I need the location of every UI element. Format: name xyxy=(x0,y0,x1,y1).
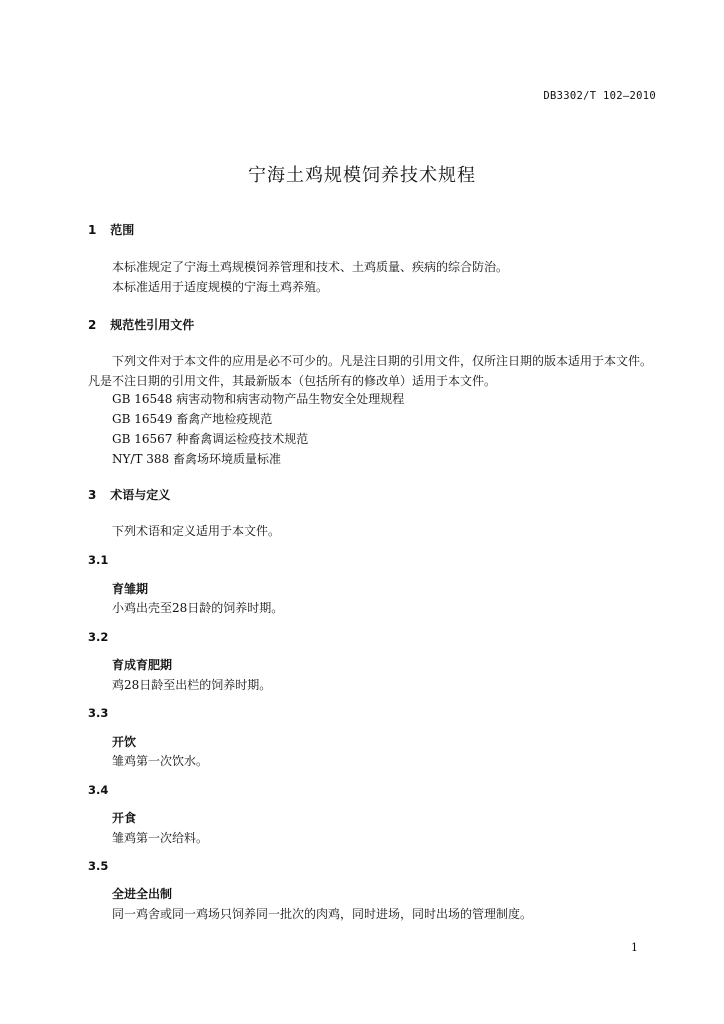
section-title: 范围 xyxy=(110,223,135,237)
term-number: 3.1 xyxy=(88,553,109,567)
term-name: 育成育肥期 xyxy=(112,658,173,672)
section-title: 术语与定义 xyxy=(110,488,171,502)
section-number: 2 xyxy=(88,318,97,332)
term-definition: 同一鸡舍或同一鸡场只饲养同一批次的肉鸡，同时进场，同时出场的管理制度。 xyxy=(112,907,533,921)
term-number: 3.4 xyxy=(88,783,109,797)
section-title: 规范性引用文件 xyxy=(110,318,195,332)
normative-intro: 下列文件对于本文件的应用是必不可少的。凡是注日期的引用文件，仅所注日期的版本适用于本文件。凡是不注日期的引用文件，其最新版本（包括所有的修改单）适用于本文件。 xyxy=(88,354,653,388)
section-heading-scope xyxy=(88,221,134,238)
scope-line-1: 本标准规定了宁海土鸡规模饲养管理和技术、土鸡质量、疾病的综合防治。 xyxy=(112,260,509,274)
page-number: 1 xyxy=(631,941,638,954)
section-heading-terms xyxy=(88,486,170,503)
reference-item: GB 16549 畜禽产地检疫规范 xyxy=(112,412,273,426)
term-name: 全进全出制 xyxy=(112,887,173,901)
scope-line-2: 本标准适用于适度规模的宁海土鸡养殖。 xyxy=(112,280,329,294)
term-name: 开食 xyxy=(112,811,137,825)
term-definition: 雏鸡第一次给料。 xyxy=(112,831,209,845)
term-number: 3.2 xyxy=(88,630,109,644)
standard-code: DB3302/T 102—2010 xyxy=(543,90,656,102)
section-heading-normative xyxy=(88,316,194,333)
term-number: 3.3 xyxy=(88,706,109,720)
term-definition: 小鸡出壳至28日龄的饲养时期。 xyxy=(112,601,284,615)
reference-item: GB 16567 种畜禽调运检疫技术规范 xyxy=(112,432,309,446)
term-definition: 鸡28日龄至出栏的饲养时期。 xyxy=(112,678,272,692)
section-number: 1 xyxy=(88,223,97,237)
term-name: 育雏期 xyxy=(112,582,149,596)
term-number: 3.5 xyxy=(88,859,109,873)
term-name: 开饮 xyxy=(112,735,137,749)
terms-intro: 下列术语和定义适用于本文件。 xyxy=(112,524,281,538)
reference-item: GB 16548 病害动物和病害动物产品生物安全处理规程 xyxy=(112,392,405,406)
section-number: 3 xyxy=(88,488,97,502)
reference-item: NY/T 388 畜禽场环境质量标准 xyxy=(112,452,282,466)
document-title: 宁海土鸡规模饲养技术规程 xyxy=(248,165,476,186)
term-definition: 雏鸡第一次饮水。 xyxy=(112,754,209,768)
